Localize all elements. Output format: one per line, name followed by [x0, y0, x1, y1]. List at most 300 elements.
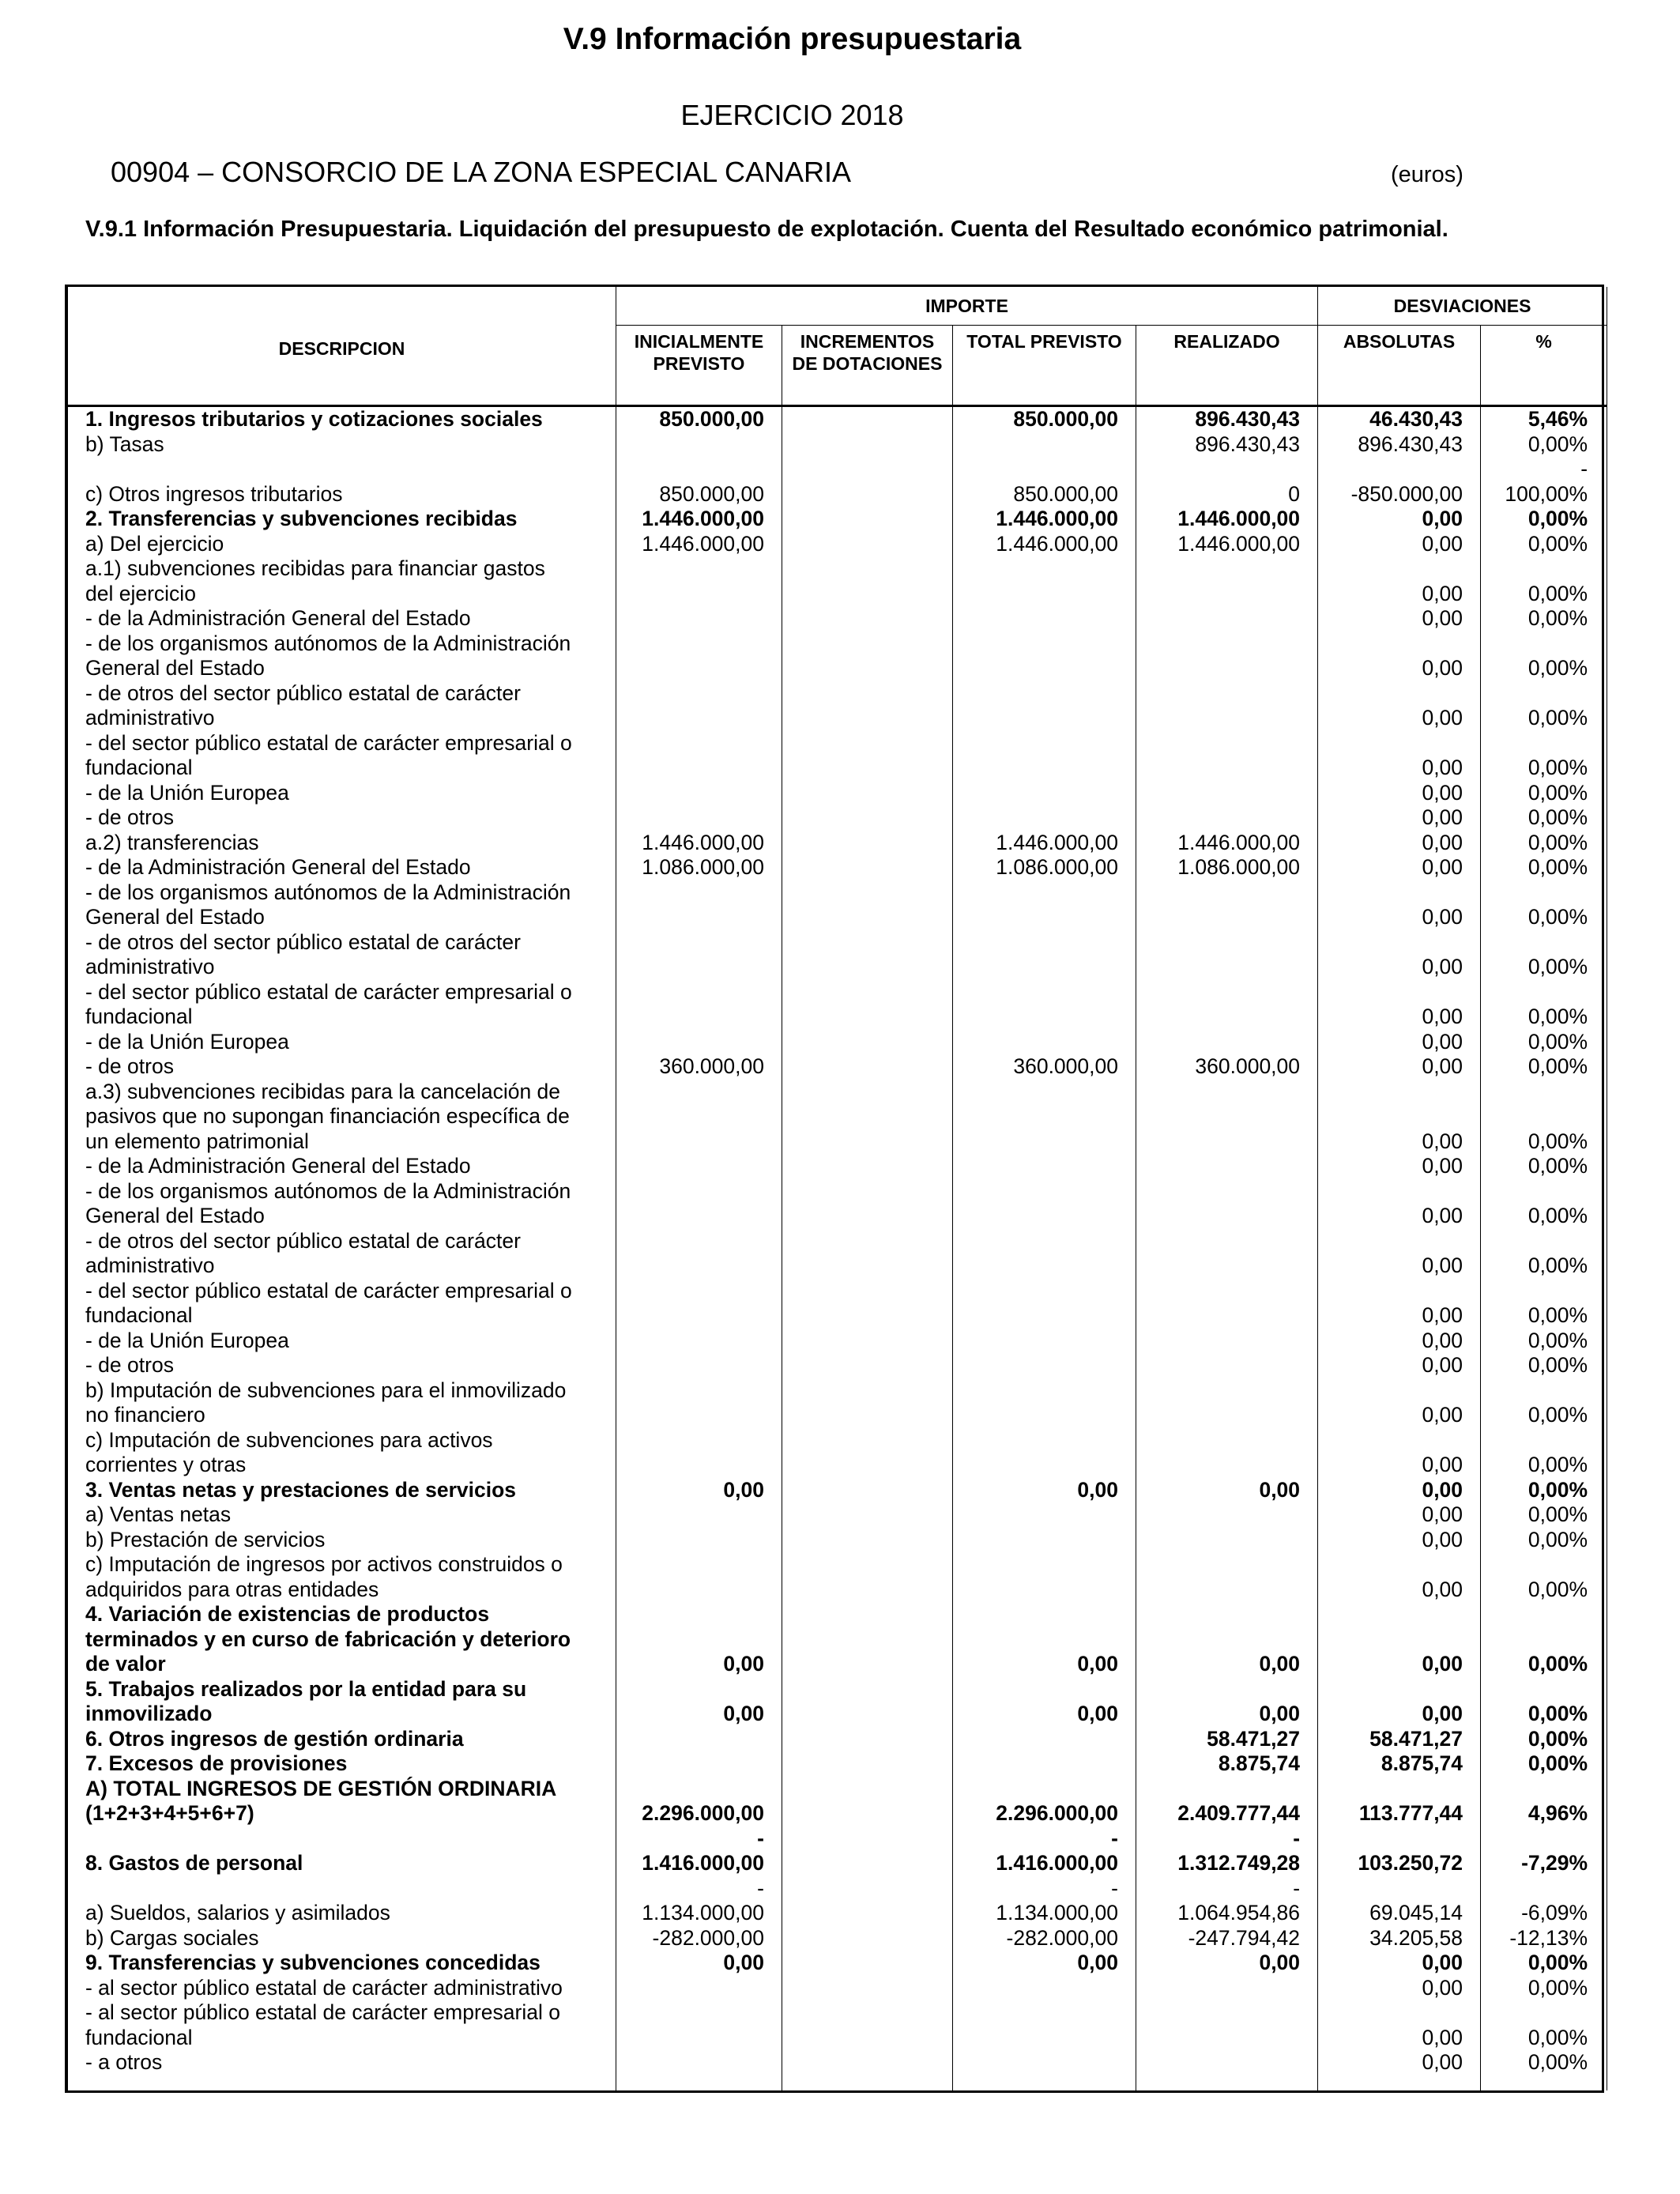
cell-realizado	[1136, 1552, 1318, 1602]
cell-pct: 0,00%	[1481, 781, 1607, 806]
table-row	[68, 781, 1607, 806]
cell-pct: 0,00%	[1481, 731, 1607, 781]
cell-absolutas: 0,00	[1318, 980, 1481, 1030]
table-row	[68, 1428, 1607, 1478]
cell-descripcion: - de otros del sector público estatal de carácter administrativo	[68, 930, 616, 980]
cell-inicialmente-previsto: - 1.134.000,00	[616, 1876, 782, 1926]
cell-incrementos	[782, 880, 953, 930]
cell-realizado: -247.794,42	[1136, 1926, 1318, 1951]
cell-inicialmente-previsto	[616, 1751, 782, 1777]
cell-absolutas: 34.205,58	[1318, 1926, 1481, 1951]
cell-realizado: 1.446.000,00	[1136, 532, 1318, 557]
cell-incrementos	[782, 1329, 953, 1354]
cell-descripcion: b) Cargas sociales	[68, 1926, 616, 1951]
cell-total-previsto	[953, 1552, 1136, 1602]
cell-inicialmente-previsto: 1.446.000,00	[616, 532, 782, 557]
cell-incrementos	[782, 432, 953, 458]
cell-absolutas: 8.875,74	[1318, 1751, 1481, 1777]
cell-descripcion: a) Del ejercicio	[68, 532, 616, 557]
table-row	[68, 980, 1607, 1030]
table-body	[68, 406, 1607, 2091]
cell-inicialmente-previsto	[616, 681, 782, 731]
cell-descripcion: 3. Ventas netas y prestaciones de servicios	[68, 1478, 616, 1503]
cell-total-previsto	[953, 2050, 1136, 2075]
cell-incrementos	[782, 1229, 953, 1279]
cell-absolutas: 0,00	[1318, 805, 1481, 831]
cell-inicialmente-previsto	[616, 930, 782, 980]
cell-inicialmente-previsto: 1.446.000,00	[616, 831, 782, 856]
cell-descripcion: - a otros	[68, 2050, 616, 2075]
cell-total-previsto	[953, 805, 1136, 831]
cell-absolutas: 0,00	[1318, 1154, 1481, 1179]
table-row	[68, 631, 1607, 681]
cell-inicialmente-previsto	[616, 432, 782, 458]
cell-realizado: - 1.064.954,86	[1136, 1876, 1318, 1926]
cell-total-previsto	[953, 1229, 1136, 1279]
cell-realizado	[1136, 1229, 1318, 1279]
cell-total-previsto	[953, 1179, 1136, 1229]
cell-absolutas: 0,00	[1318, 930, 1481, 980]
cell-descripcion: - de la Administración General del Estado	[68, 606, 616, 631]
table-row	[68, 1378, 1607, 1428]
cell-pct: 0,00%	[1481, 606, 1607, 631]
table-row	[68, 432, 1607, 458]
cell-pct: 0,00%	[1481, 681, 1607, 731]
cell-pct: 0,00%	[1481, 1378, 1607, 1428]
cell-realizado: 896.430,43	[1136, 432, 1318, 458]
filler-cell	[782, 2075, 953, 2091]
cell-inicialmente-previsto	[616, 631, 782, 681]
table-row	[68, 1727, 1607, 1752]
cell-descripcion: - de otros del sector público estatal de carácter administrativo	[68, 681, 616, 731]
budget-table-container	[65, 285, 1604, 2093]
cell-absolutas: 0,00	[1318, 1179, 1481, 1229]
cell-pct: 0,00%	[1481, 507, 1607, 532]
cell-pct: 0,00%	[1481, 1478, 1607, 1503]
cell-incrementos	[782, 457, 953, 507]
cell-total-previsto	[953, 556, 1136, 606]
cell-realizado	[1136, 1502, 1318, 1528]
cell-descripcion: - del sector público estatal de carácter empresarial o fundacional	[68, 1279, 616, 1329]
cell-descripcion: - al sector público estatal de carácter empresarial o fundacional	[68, 2000, 616, 2050]
cell-total-previsto	[953, 1751, 1136, 1777]
cell-total-previsto: 850.000,00	[953, 406, 1136, 432]
cell-descripcion: 4. Variación de existencias de productos terminados y en curso de fabricación y deterioro de valor	[68, 1602, 616, 1677]
cell-pct: 0,00%	[1481, 930, 1607, 980]
cell-incrementos	[782, 1030, 953, 1055]
cell-pct: 0,00%	[1481, 1976, 1607, 2001]
cell-incrementos	[782, 831, 953, 856]
header-descripcion: DESCRIPCION	[68, 287, 616, 406]
cell-inicialmente-previsto: 2.296.000,00	[616, 1777, 782, 1826]
cell-absolutas: 0,00	[1318, 1478, 1481, 1503]
cell-descripcion: - de los organismos autónomos de la Administración General del Estado	[68, 631, 616, 681]
cell-realizado: 0,00	[1136, 1951, 1318, 1976]
cell-pct: 0,00%	[1481, 1080, 1607, 1155]
cell-total-previsto: - 1.134.000,00	[953, 1876, 1136, 1926]
cell-total-previsto: 1.446.000,00	[953, 532, 1136, 557]
cell-absolutas: 0,00	[1318, 1677, 1481, 1727]
table-row	[68, 1826, 1607, 1876]
cell-inicialmente-previsto	[616, 1154, 782, 1179]
cell-total-previsto: 0,00	[953, 1951, 1136, 1976]
table-row	[68, 1279, 1607, 1329]
cell-absolutas: 0,00	[1318, 1279, 1481, 1329]
cell-incrementos	[782, 681, 953, 731]
cell-pct: -6,09%	[1481, 1876, 1607, 1926]
cell-total-previsto: 0,00	[953, 1677, 1136, 1727]
cell-incrementos	[782, 1876, 953, 1926]
cell-inicialmente-previsto	[616, 880, 782, 930]
filler-cell	[68, 2075, 616, 2091]
cell-descripcion: - de los organismos autónomos de la Administración General del Estado	[68, 880, 616, 930]
cell-descripcion: - del sector público estatal de carácter empresarial o fundacional	[68, 731, 616, 781]
cell-incrementos	[782, 855, 953, 880]
cell-incrementos	[782, 1677, 953, 1727]
cell-inicialmente-previsto	[616, 1727, 782, 1752]
cell-incrementos	[782, 532, 953, 557]
cell-absolutas: 46.430,43	[1318, 406, 1481, 432]
cell-absolutas: 0,00	[1318, 556, 1481, 606]
cell-incrementos	[782, 2000, 953, 2050]
table-row	[68, 532, 1607, 557]
cell-incrementos	[782, 1926, 953, 1951]
cell-realizado	[1136, 1080, 1318, 1155]
cell-inicialmente-previsto	[616, 606, 782, 631]
cell-inicialmente-previsto	[616, 1080, 782, 1155]
cell-inicialmente-previsto	[616, 1552, 782, 1602]
cell-total-previsto	[953, 980, 1136, 1030]
cell-descripcion: c) Imputación de subvenciones para activos corrientes y otras	[68, 1428, 616, 1478]
cell-incrementos	[782, 1502, 953, 1528]
cell-pct: - 100,00%	[1481, 457, 1607, 507]
cell-pct: 0,00%	[1481, 1602, 1607, 1677]
cell-absolutas: 0,00	[1318, 1378, 1481, 1428]
table-row	[68, 507, 1607, 532]
cell-pct: 0,00%	[1481, 831, 1607, 856]
cell-total-previsto	[953, 1428, 1136, 1478]
cell-incrementos	[782, 1279, 953, 1329]
cell-descripcion: - de la Unión Europea	[68, 1030, 616, 1055]
cell-pct: 0,00%	[1481, 1030, 1607, 1055]
table-row	[68, 2050, 1607, 2075]
cell-descripcion: - de otros	[68, 805, 616, 831]
cell-absolutas: 0,00	[1318, 681, 1481, 731]
cell-inicialmente-previsto	[616, 1528, 782, 1553]
cell-realizado	[1136, 606, 1318, 631]
cell-inicialmente-previsto: 0,00	[616, 1478, 782, 1503]
cell-total-previsto: 1.446.000,00	[953, 507, 1136, 532]
cell-incrementos	[782, 1353, 953, 1378]
cell-descripcion: c) Imputación de ingresos por activos construidos o adquiridos para otras entidades	[68, 1552, 616, 1602]
cell-total-previsto	[953, 1976, 1136, 2001]
cell-realizado	[1136, 1528, 1318, 1553]
cell-absolutas: 0,00	[1318, 1428, 1481, 1478]
table-row	[68, 1054, 1607, 1080]
cell-absolutas: 0,00	[1318, 1030, 1481, 1055]
cell-realizado: 0,00	[1136, 1602, 1318, 1677]
table-row	[68, 457, 1607, 507]
cell-inicialmente-previsto	[616, 2000, 782, 2050]
cell-descripcion: A) TOTAL INGRESOS DE GESTIÓN ORDINARIA (1+2+3+4+5+6+7)	[68, 1777, 616, 1826]
cell-descripcion: - de la Administración General del Estado	[68, 1154, 616, 1179]
cell-absolutas: 0,00	[1318, 1054, 1481, 1080]
cell-incrementos	[782, 1054, 953, 1080]
cell-incrementos	[782, 781, 953, 806]
cell-inicialmente-previsto	[616, 1179, 782, 1229]
cell-descripcion: - de la Administración General del Estado	[68, 855, 616, 880]
cell-descripcion: 2. Transferencias y subvenciones recibidas	[68, 507, 616, 532]
table-row	[68, 681, 1607, 731]
header-inicialmente-previsto: INICIALMENTE PREVISTO	[616, 326, 782, 406]
table-row	[68, 1602, 1607, 1677]
cell-incrementos	[782, 930, 953, 980]
cell-total-previsto	[953, 681, 1136, 731]
cell-incrementos	[782, 980, 953, 1030]
cell-absolutas: 0,00	[1318, 831, 1481, 856]
table-row	[68, 1229, 1607, 1279]
cell-inicialmente-previsto	[616, 781, 782, 806]
cell-absolutas: 0,00	[1318, 1951, 1481, 1976]
table-row	[68, 406, 1607, 432]
cell-absolutas: 0,00	[1318, 2000, 1481, 2050]
cell-pct: 0,00%	[1481, 1353, 1607, 1378]
cell-absolutas: 0,00	[1318, 1329, 1481, 1354]
cell-total-previsto	[953, 1727, 1136, 1752]
cell-total-previsto	[953, 930, 1136, 980]
cell-descripcion: 7. Excesos de provisiones	[68, 1751, 616, 1777]
header-realizado: REALIZADO	[1136, 326, 1318, 406]
cell-realizado: 2.409.777,44	[1136, 1777, 1318, 1826]
table-row	[68, 1751, 1607, 1777]
cell-pct: 0,00%	[1481, 1751, 1607, 1777]
cell-pct: -12,13%	[1481, 1926, 1607, 1951]
table-row	[68, 1478, 1607, 1503]
cell-realizado	[1136, 731, 1318, 781]
cell-pct: 0,00%	[1481, 1677, 1607, 1727]
cell-inicialmente-previsto: 1.446.000,00	[616, 507, 782, 532]
cell-incrementos	[782, 1727, 953, 1752]
cell-absolutas: 0,00	[1318, 855, 1481, 880]
fiscal-year: EJERCICIO 2018	[680, 99, 904, 131]
cell-realizado	[1136, 1279, 1318, 1329]
cell-pct: 0,00%	[1481, 1428, 1607, 1478]
header-absolutas: ABSOLUTAS	[1318, 326, 1481, 406]
cell-inicialmente-previsto: 850.000,00	[616, 457, 782, 507]
cell-descripcion: - del sector público estatal de carácter empresarial o fundacional	[68, 980, 616, 1030]
cell-incrementos	[782, 1552, 953, 1602]
cell-realizado: 0,00	[1136, 1478, 1318, 1503]
cell-incrementos	[782, 1751, 953, 1777]
cell-realizado: 0,00	[1136, 1677, 1318, 1727]
cell-realizado: 0	[1136, 457, 1318, 507]
table-row	[68, 930, 1607, 980]
cell-descripcion: - de otros	[68, 1054, 616, 1080]
cell-inicialmente-previsto	[616, 805, 782, 831]
table-row	[68, 1677, 1607, 1727]
cell-inicialmente-previsto	[616, 1502, 782, 1528]
cell-absolutas: 0,00	[1318, 1976, 1481, 2001]
cell-absolutas: 113.777,44	[1318, 1777, 1481, 1826]
cell-total-previsto	[953, 1080, 1136, 1155]
cell-absolutas: 896.430,43	[1318, 432, 1481, 458]
currency-units: (euros)	[1391, 162, 1463, 187]
cell-total-previsto: - 1.416.000,00	[953, 1826, 1136, 1876]
cell-inicialmente-previsto	[616, 731, 782, 781]
entity-name: 00904 – CONSORCIO DE LA ZONA ESPECIAL CANARIA	[111, 156, 852, 188]
cell-pct: 0,00%	[1481, 631, 1607, 681]
cell-inicialmente-previsto	[616, 1030, 782, 1055]
cell-inicialmente-previsto: 0,00	[616, 1602, 782, 1677]
table-row	[68, 1080, 1607, 1155]
cell-total-previsto	[953, 631, 1136, 681]
cell-total-previsto	[953, 731, 1136, 781]
cell-pct: 0,00%	[1481, 880, 1607, 930]
cell-realizado: 58.471,27	[1136, 1727, 1318, 1752]
cell-pct: 0,00%	[1481, 532, 1607, 557]
cell-inicialmente-previsto: 0,00	[616, 1951, 782, 1976]
cell-descripcion: b) Tasas	[68, 432, 616, 458]
cell-incrementos	[782, 1528, 953, 1553]
cell-incrementos	[782, 1378, 953, 1428]
cell-absolutas: 0,00	[1318, 1528, 1481, 1553]
cell-incrementos	[782, 1826, 953, 1876]
cell-realizado	[1136, 2050, 1318, 2075]
cell-realizado	[1136, 781, 1318, 806]
cell-incrementos	[782, 1080, 953, 1155]
cell-total-previsto	[953, 1353, 1136, 1378]
table-row	[68, 1777, 1607, 1826]
cell-absolutas: 0,00	[1318, 2050, 1481, 2075]
cell-pct: 0,00%	[1481, 1154, 1607, 1179]
cell-descripcion: 1. Ingresos tributarios y cotizaciones sociales	[68, 406, 616, 432]
cell-incrementos	[782, 1976, 953, 2001]
cell-pct: 4,96%	[1481, 1777, 1607, 1826]
cell-descripcion: 5. Trabajos realizados por la entidad para su inmovilizado	[68, 1677, 616, 1727]
cell-realizado: 896.430,43	[1136, 406, 1318, 432]
cell-inicialmente-previsto	[616, 1229, 782, 1279]
cell-absolutas: 0,00	[1318, 1502, 1481, 1528]
table-row	[68, 1528, 1607, 1553]
cell-incrementos	[782, 2050, 953, 2075]
cell-pct: 0,00%	[1481, 1179, 1607, 1229]
cell-pct: 0,00%	[1481, 1279, 1607, 1329]
cell-total-previsto	[953, 606, 1136, 631]
cell-realizado	[1136, 1353, 1318, 1378]
cell-inicialmente-previsto: 1.086.000,00	[616, 855, 782, 880]
cell-incrementos	[782, 1602, 953, 1677]
cell-realizado	[1136, 556, 1318, 606]
cell-pct: 0,00%	[1481, 556, 1607, 606]
cell-pct: 0,00%	[1481, 1229, 1607, 1279]
cell-total-previsto: 0,00	[953, 1478, 1136, 1503]
table-row	[68, 1030, 1607, 1055]
cell-total-previsto	[953, 1279, 1136, 1329]
cell-realizado: 1.446.000,00	[1136, 507, 1318, 532]
cell-absolutas: 0,00	[1318, 1353, 1481, 1378]
page-title: V.9 Información presupuestaria	[563, 22, 1022, 56]
cell-total-previsto	[953, 1502, 1136, 1528]
header-desviaciones: DESVIACIONES	[1318, 287, 1607, 326]
cell-inicialmente-previsto	[616, 1279, 782, 1329]
cell-incrementos	[782, 731, 953, 781]
table-filler-row	[68, 2075, 1607, 2091]
table-row	[68, 2000, 1607, 2050]
cell-incrementos	[782, 556, 953, 606]
cell-realizado	[1136, 631, 1318, 681]
cell-realizado	[1136, 1378, 1318, 1428]
cell-absolutas: 0,00	[1318, 1552, 1481, 1602]
cell-realizado	[1136, 1154, 1318, 1179]
table-row	[68, 731, 1607, 781]
cell-descripcion: a.1) subvenciones recibidas para financiar gastos del ejercicio	[68, 556, 616, 606]
cell-descripcion: 9. Transferencias y subvenciones concedidas	[68, 1951, 616, 1976]
cell-descripcion: - de otros del sector público estatal de carácter administrativo	[68, 1229, 616, 1279]
cell-incrementos	[782, 507, 953, 532]
cell-total-previsto: 1.446.000,00	[953, 831, 1136, 856]
cell-realizado: - 1.312.749,28	[1136, 1826, 1318, 1876]
cell-absolutas: 0,00	[1318, 1229, 1481, 1279]
table-row	[68, 855, 1607, 880]
cell-total-previsto: 850.000,00	[953, 457, 1136, 507]
cell-absolutas: 0,00	[1318, 532, 1481, 557]
cell-total-previsto: 2.296.000,00	[953, 1777, 1136, 1826]
cell-descripcion: - al sector público estatal de carácter administrativo	[68, 1976, 616, 2001]
cell-absolutas: -850.000,00	[1318, 457, 1481, 507]
cell-total-previsto	[953, 432, 1136, 458]
cell-total-previsto	[953, 1030, 1136, 1055]
cell-realizado: 360.000,00	[1136, 1054, 1318, 1080]
budget-table	[67, 287, 1607, 2090]
filler-cell	[953, 2075, 1136, 2091]
cell-absolutas: 0,00	[1318, 1080, 1481, 1155]
cell-pct: 0,00%	[1481, 1054, 1607, 1080]
cell-descripcion: a.2) transferencias	[68, 831, 616, 856]
table-row	[68, 556, 1607, 606]
cell-realizado	[1136, 1179, 1318, 1229]
table-row	[68, 606, 1607, 631]
cell-realizado	[1136, 880, 1318, 930]
cell-absolutas: 0,00	[1318, 606, 1481, 631]
cell-pct: 0,00%	[1481, 1951, 1607, 1976]
cell-inicialmente-previsto	[616, 1976, 782, 2001]
cell-incrementos	[782, 631, 953, 681]
cell-absolutas: 58.471,27	[1318, 1727, 1481, 1752]
table-row	[68, 1976, 1607, 2001]
cell-inicialmente-previsto	[616, 1378, 782, 1428]
header-total-previsto: TOTAL PREVISTO	[953, 326, 1136, 406]
cell-incrementos	[782, 1478, 953, 1503]
filler-cell	[616, 2075, 782, 2091]
cell-pct: 0,00%	[1481, 1528, 1607, 1553]
cell-pct: 0,00%	[1481, 1552, 1607, 1602]
cell-absolutas: 0,00	[1318, 507, 1481, 532]
cell-inicialmente-previsto	[616, 1428, 782, 1478]
cell-incrementos	[782, 805, 953, 831]
cell-descripcion: c) Otros ingresos tributarios	[68, 457, 616, 507]
cell-descripcion: b) Prestación de servicios	[68, 1528, 616, 1553]
filler-cell	[1136, 2075, 1318, 2091]
cell-inicialmente-previsto: 850.000,00	[616, 406, 782, 432]
cell-total-previsto	[953, 781, 1136, 806]
header-pct: %	[1481, 326, 1607, 406]
cell-pct: 0,00%	[1481, 980, 1607, 1030]
cell-realizado	[1136, 805, 1318, 831]
cell-inicialmente-previsto	[616, 556, 782, 606]
cell-pct: 0,00%	[1481, 432, 1607, 458]
cell-pct: 0,00%	[1481, 805, 1607, 831]
cell-inicialmente-previsto: - 1.416.000,00	[616, 1826, 782, 1876]
